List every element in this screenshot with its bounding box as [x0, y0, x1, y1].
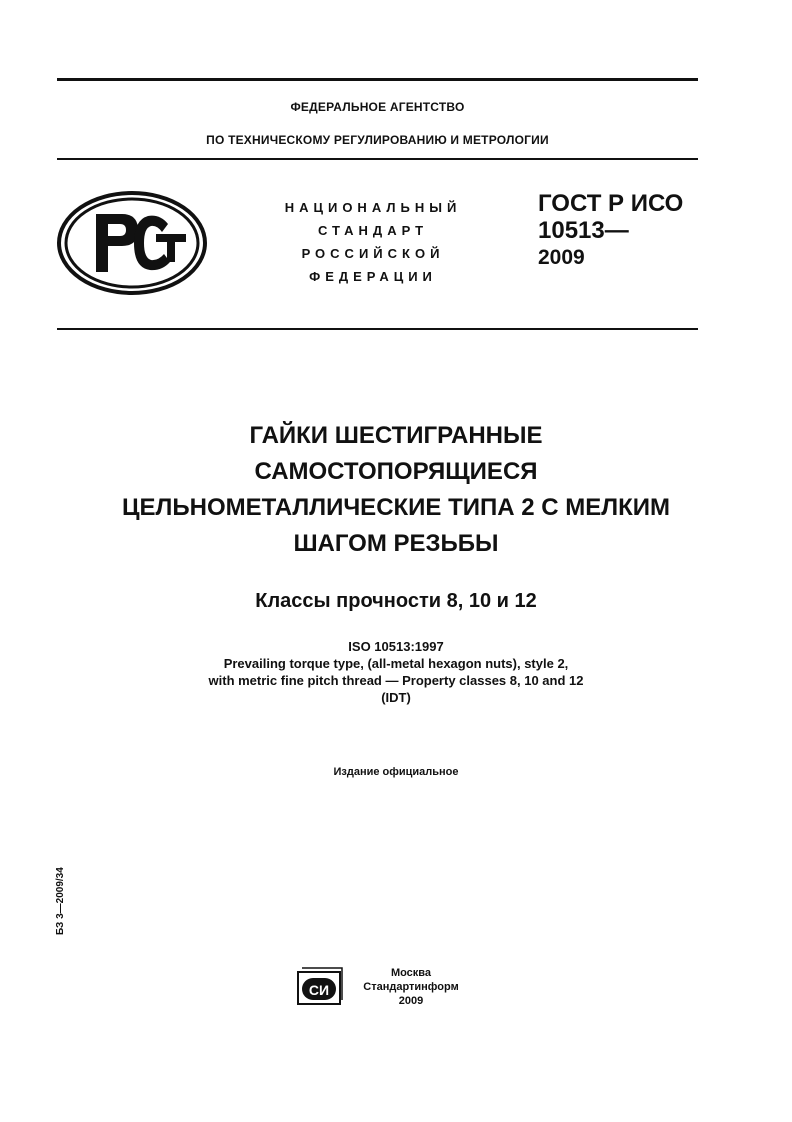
publisher-info — [356, 966, 466, 1008]
title-line-1: ГАЙКИ ШЕСТИГРАННЫЕ — [249, 422, 543, 449]
rst-logo-icon — [56, 190, 208, 296]
title-line-4: ШАГОМ РЕЗЬБЫ — [293, 530, 499, 557]
national-standard-label — [258, 196, 488, 288]
document-subtitle: Классы прочности 8, 10 и 12 — [255, 590, 537, 612]
standard-designation — [538, 190, 683, 271]
iso-line-1: ISO 10513:1997 — [348, 639, 444, 654]
national-line-4: ФЕДЕРАЦИИ — [309, 269, 437, 284]
publisher-logo-text: СИ — [308, 982, 330, 998]
standartinform-logo-icon — [296, 966, 344, 1006]
agency-line-1: ФЕДЕРАЛЬНОЕ АГЕНТСТВО — [290, 100, 465, 114]
publisher-name: Стандартинформ — [363, 981, 459, 993]
mid-rule — [57, 328, 698, 330]
publisher-year: 2009 — [398, 995, 424, 1007]
iso-reference — [40, 638, 752, 706]
iso-line-3: with metric fine pitch thread — Property classes 8, 10 and 12 — [208, 673, 584, 688]
designation-line-2: 10513— — [538, 217, 629, 244]
document-title — [40, 418, 752, 562]
top-rule — [57, 78, 698, 81]
side-code: БЗ 3—2009/34 — [55, 867, 66, 935]
edition-label: Издание официальное — [333, 766, 459, 778]
iso-line-4: (IDT) — [381, 690, 411, 705]
designation-year: 2009 — [538, 246, 585, 269]
iso-line-2: Prevailing torque type, (all-metal hexagon nuts), style 2, — [223, 656, 569, 671]
title-line-3: ЦЕЛЬНОМЕТАЛЛИЧЕСКИЕ ТИПА 2 С МЕЛКИМ — [121, 494, 670, 521]
national-line-2: СТАНДАРТ — [317, 223, 429, 238]
designation-line-1: ГОСТ Р ИСО — [538, 190, 684, 217]
header-divider — [57, 158, 698, 160]
title-line-2: САМОСТОПОРЯЩИЕСЯ — [254, 458, 538, 485]
publisher-city: Москва — [390, 967, 432, 979]
national-line-1: НАЦИОНАЛЬНЫЙ — [284, 200, 462, 215]
national-line-3: РОССИЙСКОЙ — [301, 246, 445, 261]
agency-line-2: ПО ТЕХНИЧЕСКОМУ РЕГУЛИРОВАНИЮ И МЕТРОЛОГИИ — [206, 133, 549, 147]
